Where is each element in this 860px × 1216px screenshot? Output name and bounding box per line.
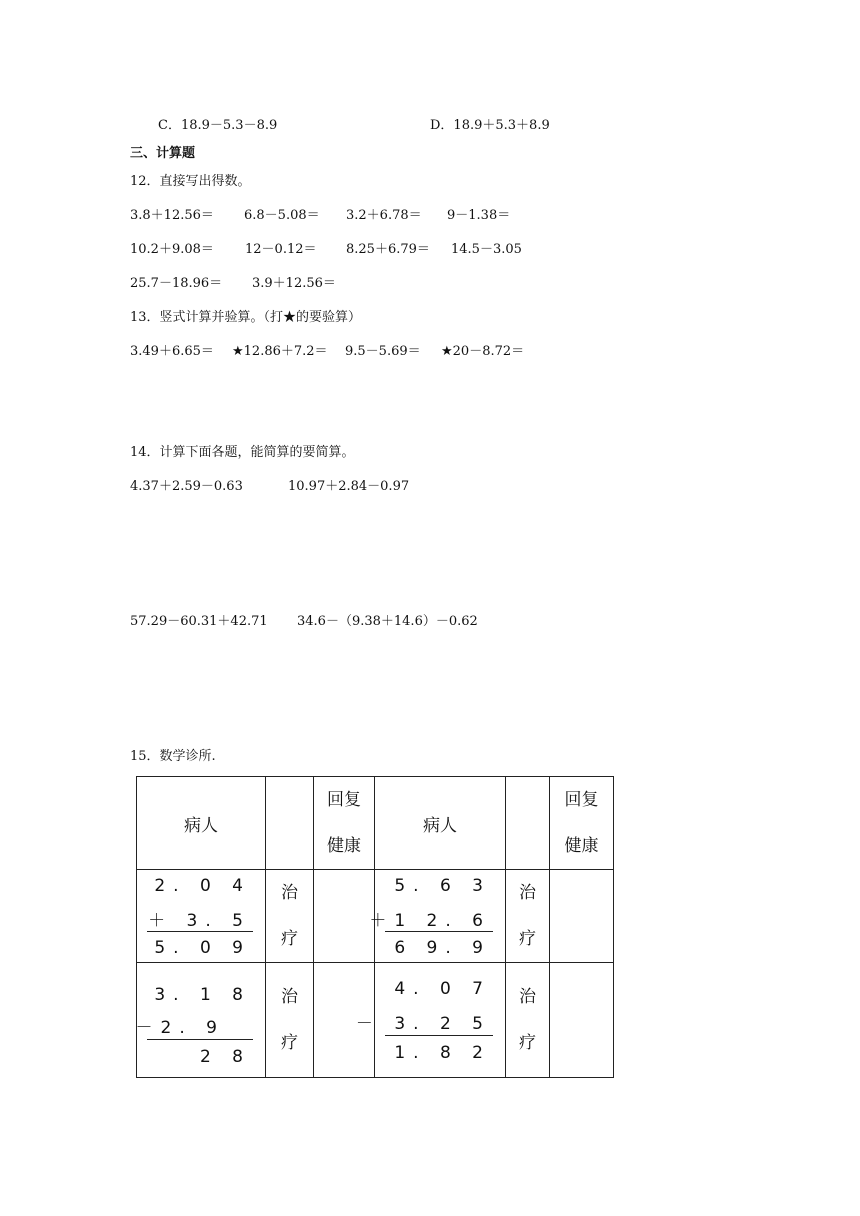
treat-char-2: 疗 xyxy=(519,1033,536,1053)
treat-char-1: 治 xyxy=(519,987,536,1007)
operand-b-line xyxy=(148,906,251,931)
treat-cell xyxy=(506,963,550,1078)
patient-cell xyxy=(355,963,506,1078)
expr: 3.2＋6.78＝ xyxy=(346,208,422,223)
expr: ★20－8.72＝ xyxy=(441,344,525,359)
vertical-calc xyxy=(369,870,505,962)
operand-b-line xyxy=(356,1009,491,1034)
operand-a: 4. 0 7 xyxy=(394,979,491,999)
recover-cell xyxy=(314,870,375,963)
expr: 6.8－5.08＝ xyxy=(244,208,320,223)
option-c: C．18.9－5.3－8.9 xyxy=(158,118,278,133)
header-blank xyxy=(266,777,314,870)
expr: 10.97＋2.84－0.97 xyxy=(288,479,410,494)
vertical-calc xyxy=(137,963,265,1077)
q12-title: 12．直接写出得数。 xyxy=(130,174,251,189)
operand-b-line xyxy=(136,1013,225,1038)
expr: 9.5－5.69＝ xyxy=(345,344,421,359)
patient-cell xyxy=(137,870,266,963)
header-recover-line-2: 健康 xyxy=(327,836,361,856)
expr: 3.8＋12.56＝ xyxy=(130,208,214,223)
header-patient: 病人 xyxy=(375,777,506,870)
result: 2 8 xyxy=(199,1047,251,1067)
expr: 34.6－（9.38＋14.6）－0.62 xyxy=(297,614,478,629)
header-recover-line-2: 健康 xyxy=(564,836,599,856)
result: 6 9. 9 xyxy=(394,938,491,958)
sum-line xyxy=(147,1039,253,1040)
header-recover-line-1: 回复 xyxy=(564,790,599,810)
header-patient: 病人 xyxy=(137,777,266,870)
expr: 9－1.38＝ xyxy=(447,208,511,223)
section-title: 三、计算题 xyxy=(130,146,196,161)
expr: 8.25＋6.79＝ xyxy=(346,242,430,257)
patient-cell xyxy=(137,963,266,1078)
expr: ★12.86＋7.2＝ xyxy=(232,344,328,359)
sum-line xyxy=(385,931,493,932)
recover-cell xyxy=(550,870,614,963)
math-clinic-table xyxy=(136,776,613,1074)
expr: 3.49＋6.65＝ xyxy=(130,344,214,359)
treat-cell xyxy=(266,963,314,1078)
operand-b: 3. 5 xyxy=(186,911,251,931)
operand-b: 3. 2 5 xyxy=(394,1014,491,1034)
expr: 10.2＋9.08＝ xyxy=(130,242,214,257)
expr: 4.37＋2.59－0.63 xyxy=(130,479,243,494)
expr: 57.29－60.31＋42.71 xyxy=(130,614,268,629)
header-recover-line-1: 回复 xyxy=(327,790,361,810)
vertical-calc xyxy=(355,963,505,1077)
expr: 3.9＋12.56＝ xyxy=(252,276,336,291)
treat-cell xyxy=(506,870,550,963)
expr: 14.5－3.05 xyxy=(451,242,522,257)
q15-title: 15．数学诊所. xyxy=(130,749,216,764)
result: 1. 8 2 xyxy=(394,1043,491,1063)
operator: ＋ xyxy=(148,911,174,931)
operand-b: 2. 9 xyxy=(160,1018,225,1038)
treat-cell xyxy=(266,870,314,963)
sum-line xyxy=(147,931,253,932)
patient-cell xyxy=(369,870,506,963)
operator: － xyxy=(135,1018,161,1038)
treat-char-2: 疗 xyxy=(519,929,536,949)
treat-char-1: 治 xyxy=(281,987,298,1007)
operand-a: 5. 6 3 xyxy=(394,876,491,896)
expr: 25.7－18.96＝ xyxy=(130,276,223,291)
header-recover xyxy=(550,777,614,870)
header-recover xyxy=(314,777,375,870)
operand-b-line xyxy=(369,906,491,931)
q13-title: 13．竖式计算并验算。（打★的要验算） xyxy=(130,310,362,325)
recover-cell xyxy=(550,963,614,1078)
expr: 12－0.12＝ xyxy=(245,242,317,257)
option-d: D．18.9＋5.3＋8.9 xyxy=(430,118,550,133)
operand-b: 1 2. 6 xyxy=(394,911,491,931)
header-blank xyxy=(506,777,550,870)
treat-char-1: 治 xyxy=(519,883,536,903)
operator: ＋ xyxy=(369,911,395,931)
vertical-calc xyxy=(137,870,265,962)
treat-char-2: 疗 xyxy=(281,1033,298,1053)
operand-a: 2. 0 4 xyxy=(154,876,251,896)
treat-char-1: 治 xyxy=(281,883,298,903)
operand-a: 3. 1 8 xyxy=(154,985,251,1005)
result: 5. 0 9 xyxy=(154,938,251,958)
operator: － xyxy=(355,1014,381,1034)
q14-title: 14．计算下面各题，能简算的要简算。 xyxy=(130,445,355,460)
sum-line xyxy=(385,1035,493,1036)
treat-char-2: 疗 xyxy=(281,929,298,949)
